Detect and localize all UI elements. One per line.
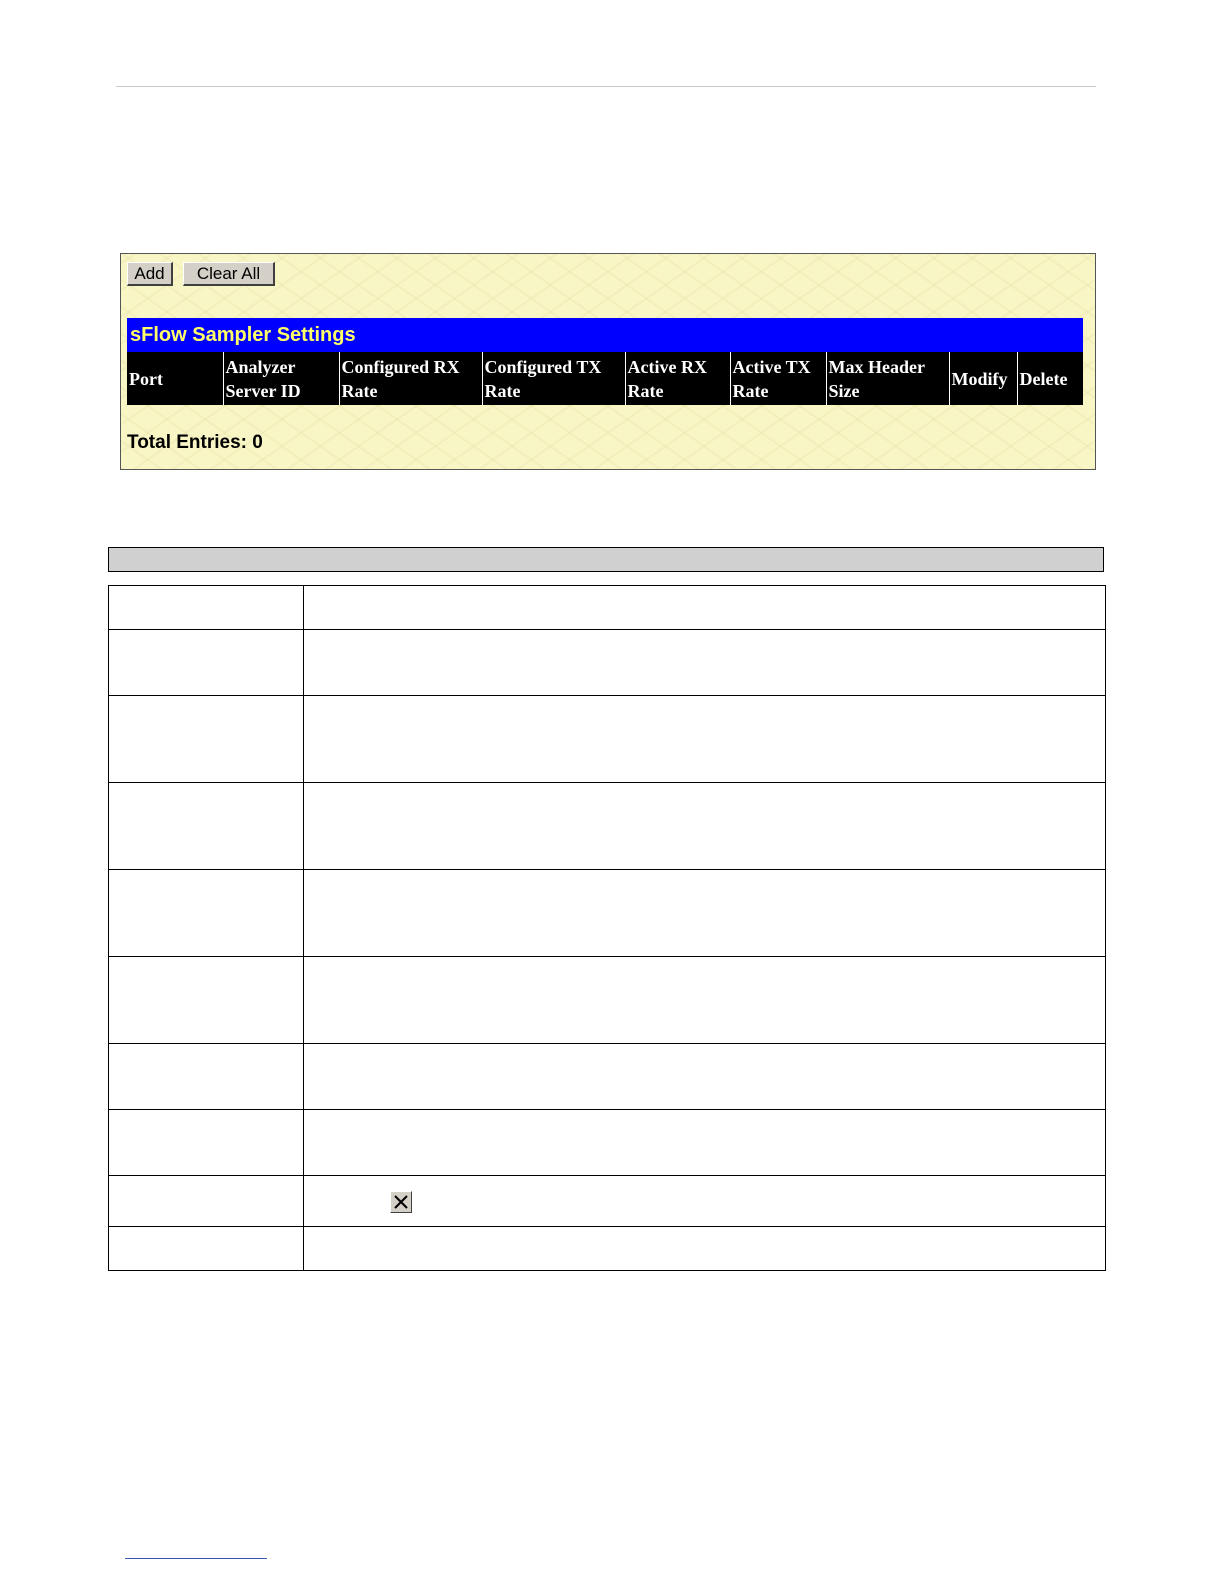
column-header-line: Max Header	[828, 356, 925, 377]
column-header-line: Active RX	[627, 356, 707, 377]
column-header-line: Rate	[627, 380, 664, 401]
column-header-line: Rate	[732, 380, 769, 401]
description-cell	[304, 696, 1106, 783]
description-cell	[304, 586, 1106, 630]
panel-title: sFlow Sampler Settings	[127, 318, 1083, 352]
table-row	[109, 696, 1106, 783]
description-cell	[304, 870, 1106, 957]
table-row	[109, 1227, 1106, 1271]
description-cell	[304, 783, 1106, 870]
description-cell	[304, 630, 1106, 696]
column-header	[826, 352, 949, 405]
parameter-cell	[109, 1044, 304, 1110]
parameter-cell	[109, 586, 304, 630]
parameter-cell	[109, 957, 304, 1044]
column-header-line: Port	[129, 368, 163, 389]
delete-x-icon	[390, 1191, 412, 1213]
column-header	[625, 352, 730, 405]
parameter-cell	[109, 630, 304, 696]
table-row	[109, 1044, 1106, 1110]
parameter-header-bar	[108, 547, 1104, 572]
table-row	[109, 870, 1106, 957]
column-header-line: Delete	[1019, 368, 1068, 389]
column-header-line: Configured RX	[341, 356, 460, 377]
column-header	[482, 352, 625, 405]
table-row	[109, 586, 1106, 630]
column-header-line: Rate	[484, 380, 521, 401]
parameter-cell	[109, 696, 304, 783]
parameter-cell	[109, 870, 304, 957]
table-row	[109, 630, 1106, 696]
table-row	[109, 1176, 1106, 1227]
column-header-line: Modify	[951, 368, 1008, 389]
column-header-line: Analyzer	[225, 356, 296, 377]
parameter-cell	[109, 1110, 304, 1176]
column-header-line: Server ID	[225, 380, 301, 401]
column-header	[730, 352, 826, 405]
description-cell	[304, 1110, 1106, 1176]
table-row	[109, 783, 1106, 870]
column-header	[339, 352, 482, 405]
parameter-cell	[109, 783, 304, 870]
column-header	[127, 352, 223, 405]
add-button[interactable]: Add	[127, 262, 173, 286]
sflow-sampler-panel	[120, 253, 1096, 470]
parameter-cell	[109, 1227, 304, 1271]
column-header-line: Active TX	[732, 356, 811, 377]
column-header-line: Size	[828, 380, 860, 401]
parameter-description-table	[108, 585, 1106, 1271]
column-header-line: Rate	[341, 380, 378, 401]
column-header	[1017, 352, 1083, 405]
parameter-cell	[109, 1176, 304, 1227]
table-row	[109, 1110, 1106, 1176]
footer-link-rule	[125, 1558, 267, 1559]
clear-all-button[interactable]: Clear All	[183, 262, 275, 286]
column-header	[949, 352, 1017, 405]
sampler-table-header	[127, 352, 1083, 405]
description-cell	[304, 1044, 1106, 1110]
table-header-row	[127, 352, 1083, 405]
column-header-line: Configured TX	[484, 356, 602, 377]
description-cell	[304, 1176, 1106, 1227]
description-cell	[304, 1227, 1106, 1271]
table-row	[109, 957, 1106, 1044]
top-rule	[116, 86, 1096, 87]
description-cell	[304, 957, 1106, 1044]
column-header	[223, 352, 339, 405]
total-entries: Total Entries: 0	[127, 432, 263, 453]
